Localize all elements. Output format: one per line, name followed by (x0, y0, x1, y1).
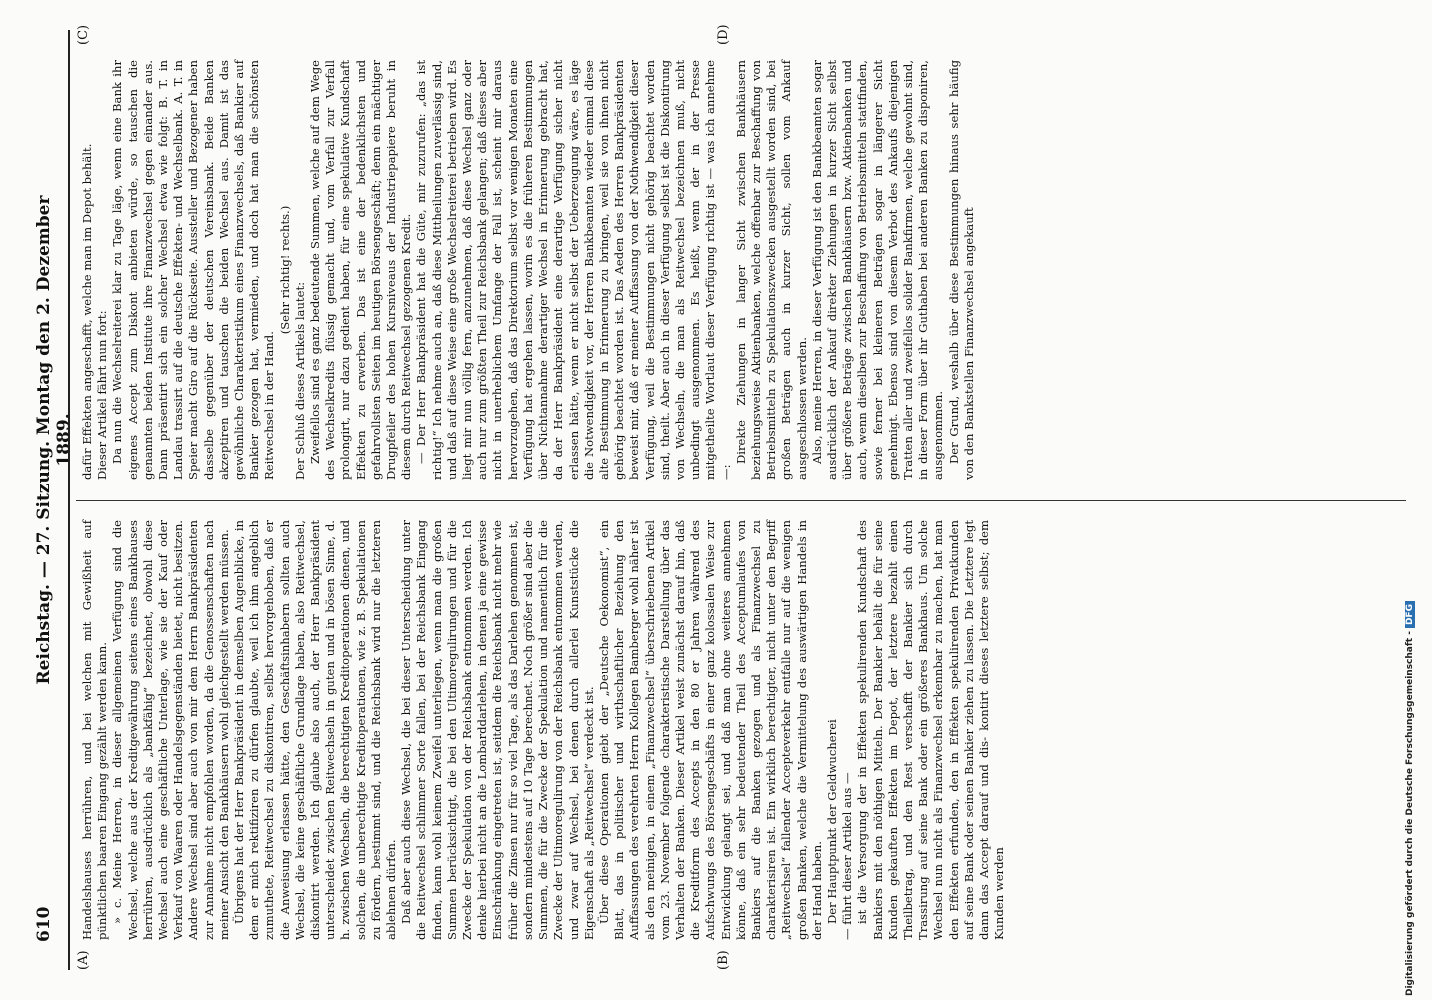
digitization-credit (1405, 601, 1415, 996)
margin-mark-b: (B) (716, 950, 731, 970)
paragraph: Daß aber auch diese Wechsel, die bei dieser Unterscheidung unter die Reitwechsel schlimmer Sorte fallen, bei der Reichsbank Eingang finden, kann wohl keinem Zweifel unterliegen, wenn man die großen Summen berücksichtigt, die bei den Ultimoregulirungen und für die Zwecke der Spekulation von der Reichsbank entnommen werden. Ich denke hierbei nicht an die Lombarddarlehen, in denen ja eine gewisse Einschränkung eingetreten ist, seitdem die Reichsbank nicht mehr wie früher die Zinsen nur für so viel Tage, als das Darlehen genommen ist, sondern mindestens auf 10 Tage berechnet. Noch größer sind aber die Summen, die für die Zwecke der Spekulation und namentlich für die Zwecke der Ultimoregulirung von der Reichsbank entnommen werden, und zwar auf Wechsel, bei denen durch allerlei Kunststücke die Eigenschaft als „Reitwechsel“ verdeckt ist. (399, 520, 596, 940)
page-header (34, 0, 74, 1000)
rotated-document-sheet (16, 0, 1416, 1000)
paragraph: ist die Versorgung der in Effekten spekulirenden Kundschaft des Bankiers mit den nöthigen Mitteln. Der Bankier behält die für seine Kunden gekauften Effekten im Depot, der letztere bezahlt einen Theilbetrag, und den Rest verschafft der Bankier sich durch Trassirung auf seine Bank oder ein größeres Bankhaus. Um solche Wechsel nun nicht als Finanzwechsel erkennbar zu machen, hat man den Effekten erfunden, den in Effekten spekulirenden Privatkunden auf seine Bank oder seinen Bankier ziehen zu lassen. Die Letztere legt dann das Accept darauf und dis- kontirt dieses letztere selbst; dem Kunden werden (855, 520, 1007, 940)
left-column (80, 520, 1007, 940)
column-divider (76, 500, 1406, 501)
paragraph: » c. Meine Herren, in dieser allgemeinen Verfügung sind die Wechsel, welche aus der Kreditgewährung seitens eines Bankhauses herrühren, ausdrücklich als „bankfähig“ bezeichnet, obwohl diese Wechsel auch eine geschäftliche Unterlage, wie sie der Kauf oder Verkauf von Waaren oder Handelsgegenständen bietet, nicht besitzen. Andere Wechsel sind aber auch von mir dem Herrn Bankpräsidenten zur Annahme nicht empfohlen worden, da die Genossenschaften nach meiner Ansicht den Bankhäusern wohl gleichgestellt werden müssen. (110, 520, 231, 940)
paragraph: — führt dieser Artikel aus — (840, 772, 855, 940)
paragraph: Über diese Operationen giebt der „Deutsche Oekonomist“, ein Blatt, das in politischer und wirthschaftlicher Beziehung den Auffassungen des verehrten Herrn Kollegen Bamberger wohl näher ist als den meinigen, in einem „Finanzwechsel“ überschriebenen Artikel vom 23. November folgende charakteristische Darstellung über das Verhalten der Banken. Dieser Artikel weist zunächst darauf hin, daß die Kreditform des Accepts in den 80 er Jahren während des Aufschwungs des Börsengeschäfts in einer ganz kolossalen Weise zur Entwicklung gelangt sei, und daß man ohne weiteres annehmen könne, daß ein sehr bedeutender Theil des Acceptumlaufes von Bankiers auf die Banken gezogen und als Finanzwechsel zu charakterisiren ist. Ein wirklich berechtigter, nicht unter den Begriff „Reitwechsel“ fallender Accepteverkehr entfalle nur auf die wenigen großen Banken, welche die Vermittelung des auswärtigen Handels in der Hand haben. (596, 520, 824, 940)
paragraph: Dieser Artikel fährt nun fort: (95, 310, 110, 480)
margin-mark-c: (C) (76, 24, 91, 45)
header-rule (68, 30, 70, 970)
dfg-logo: DFG (1405, 601, 1415, 628)
paragraph: Übrigens hat der Herr Bankpräsident in demselben Augenblicke, in dem er mich rektifiziren zu dürfen glaubte, weil ich ihm angeblich zumuthete, Reitwechsel zu diskontiren, selbst hervorgehoben, daß er die Anweisung erlassen hätte, den Geschäftsinhabern sollten auch Wechsel, die keine geschäftliche Grundlage haben, also Reitwechsel, diskontirt werden. Ich glaube also auch, der Herr Bankpräsident unterscheidet zwischen Reitwechseln in guten und in bösen Sinne, d. h. zwischen Wechseln, die berechtigten Kreditoperationen dienen, und solchen, die unberechtigte Kreditoperationen, wie z. B. Spekulationen zu fördern, bestimmt sind, und die Reichsbank wird nur die letzteren ablehnen dürfen. (232, 520, 399, 940)
paragraph: Der Hauptpunkt der Geldwucherei (824, 719, 839, 924)
credit-text: Digitalisierung gefördert durch die Deutsche Forschungsgemeinschaft - (1405, 631, 1415, 996)
running-title: Reichstag. — 27. Sitzung. Montag den 2. Dezember 1889. (34, 195, 74, 685)
paragraph: Der Grund, weshalb über diese Bestimmungen hinaus sehr häufig von den Bankstellen Finanzwechsel angekauft (946, 60, 976, 480)
paragraph: Handelshauses herrühren, und bei welchen mit Gewißheit auf pünktlichen baaren Eingang gezählt werden kann. (80, 520, 110, 940)
paragraph: dafür Effekten angeschafft, welche man im Depot behält. (80, 143, 94, 480)
paragraph: Also, meine Herren, in dieser Verfügung ist den Bankbeamten sogar ausdrücklich der Ankauf direkter Ziehungen in kurzer Sicht selbst über größere Beträge zwischen Bankhäusern bzw. Aktienbanken und auch, wenn dieselben zur Beschaffung von Betriebsmitteln stattfinden, sowie ferner bei kleineren Beträgen sogar in längerer Sicht genehmigt. Ebenso sind von diesem Verbot des Ankaufs diejenigen Tratten aller und zweifellos solider Bankfirmen, welche gewohnt sind, in dieser Form über ihr Guthaben bei anderen Banken zu disponiren, ausgenommen. (809, 60, 946, 480)
margin-mark-a: (A) (76, 950, 91, 970)
paragraph: Der Schluß dieses Artikels lautet: (292, 281, 307, 480)
paragraph: Da nun die Wechselreiterei klar zu Tage läge, wenn eine Bank ihr eigenes Accept zum Diskont anbieten würde, so tauschen die genannten beiden Institute ihre Finanzwechsel gegen einander aus. Dann präsentirt sich ein solcher Wechsel etwa wie folgt: B. T. in Landau trassirt auf die deutsche Effekten- und Wechselbank. A. T. in Speier macht Giro auf die Rückseite. Aussteller und Bezogener haben dasselbe gegenüber der deutschen Vereinsbank. Beide Banken akzeptiren und tauschen die beiden Wechsel aus. Damit ist das gewöhnliche Charakteristikum eines Finanzwechsels, daß Bankier auf Bankier gezogen hat, vermieden, und doch hat man die schönsten Reitwechsel in der Hand. (110, 60, 277, 480)
page-number: 610 (34, 906, 54, 942)
margin-mark-d: (D) (716, 24, 731, 45)
paragraph: Direkte Ziehungen in langer Sicht zwischen Bankhäusern beziehungsweise Aktienbanken, welche offenbar zur Beschaffung von Betriebsmitteln zu Spekulationszwecken ausgestellt worden sind, bei großen Beträgen auch in kurzer Sicht, sollen vom Ankauf ausgeschlossen werden. (733, 60, 809, 480)
paragraph: — Der Herr Bankpräsident hat die Güte, mir zuzurufen: „das ist richtig!“ Ich nehme auch an, daß diese Mittheilungen zuverlässig sind, und daß auf diese Weise eine große Wechselreiterei betrieben wird. Es liegt mir nun völlig fern, anzunehmen, daß diese Wechsel ganz oder auch nur zum größten Theil zur Reichsbank gelangen; daß dieses aber nicht in unerheblichem Umfange der Fall ist, scheint mir daraus hervorzugehen, daß das Direktorium selbst vor wenigen Monaten eine Verfügung hat ergehen lassen, worin es die früheren Bestimmungen über Nichtannahme derartiger Wechsel in Erinnerung gebracht hat, da der Herr Bankpräsident eine derartige Verfügung sicher nicht erlassen hätte, wenn er nicht selbst der Ueberzeugung wäre, es läge die Notwendigkeit vor, der Herren Bankbeamten wieder einmal diese alte Bestimmung in Erinnerung zu bringen, weil sie von ihnen nicht gehörig beachtet worden ist. Das Aeden des Herren Bankpräsidenten beweist mir, daß er meiner Auffassung von der Nothwendigkeit dieser Verfügung, weil die Bestimmungen nicht gehörig beachtet worden sind, theilt. Aber auch in dieser Verfügung selbst ist die Diskontirung von Wechseln, die man als Reitwechsel bezeichnen muß, nicht unbedingt ausgenommen. Es heißt, wenn der in der Presse mitgetheilte Wortlaut dieser Verfügung richtig ist — was ich annehme —: (414, 60, 733, 480)
paragraph: Zweifellos sind es ganz bedeutende Summen, welche auf dem Wege des Wechselkredits flüssig gemacht und, vom Verfall zur Verfall prolongirt, nur dazu gedient haben, für eine spekulative Kundschaft Effekten zu erwerben. Das ist eine der bedenklichsten und gefahrvollsten Seiten im heutigen Börsengeschäft; denn ein mächtiger Drugpfeiler des hohen Kursniveaus der Industriepapiere beruht in diesem durch Reitwechsel gezogenen Kredit. (308, 60, 414, 480)
interjection: (Sehr richtig! rechts.) (277, 205, 292, 335)
right-column (80, 60, 977, 480)
